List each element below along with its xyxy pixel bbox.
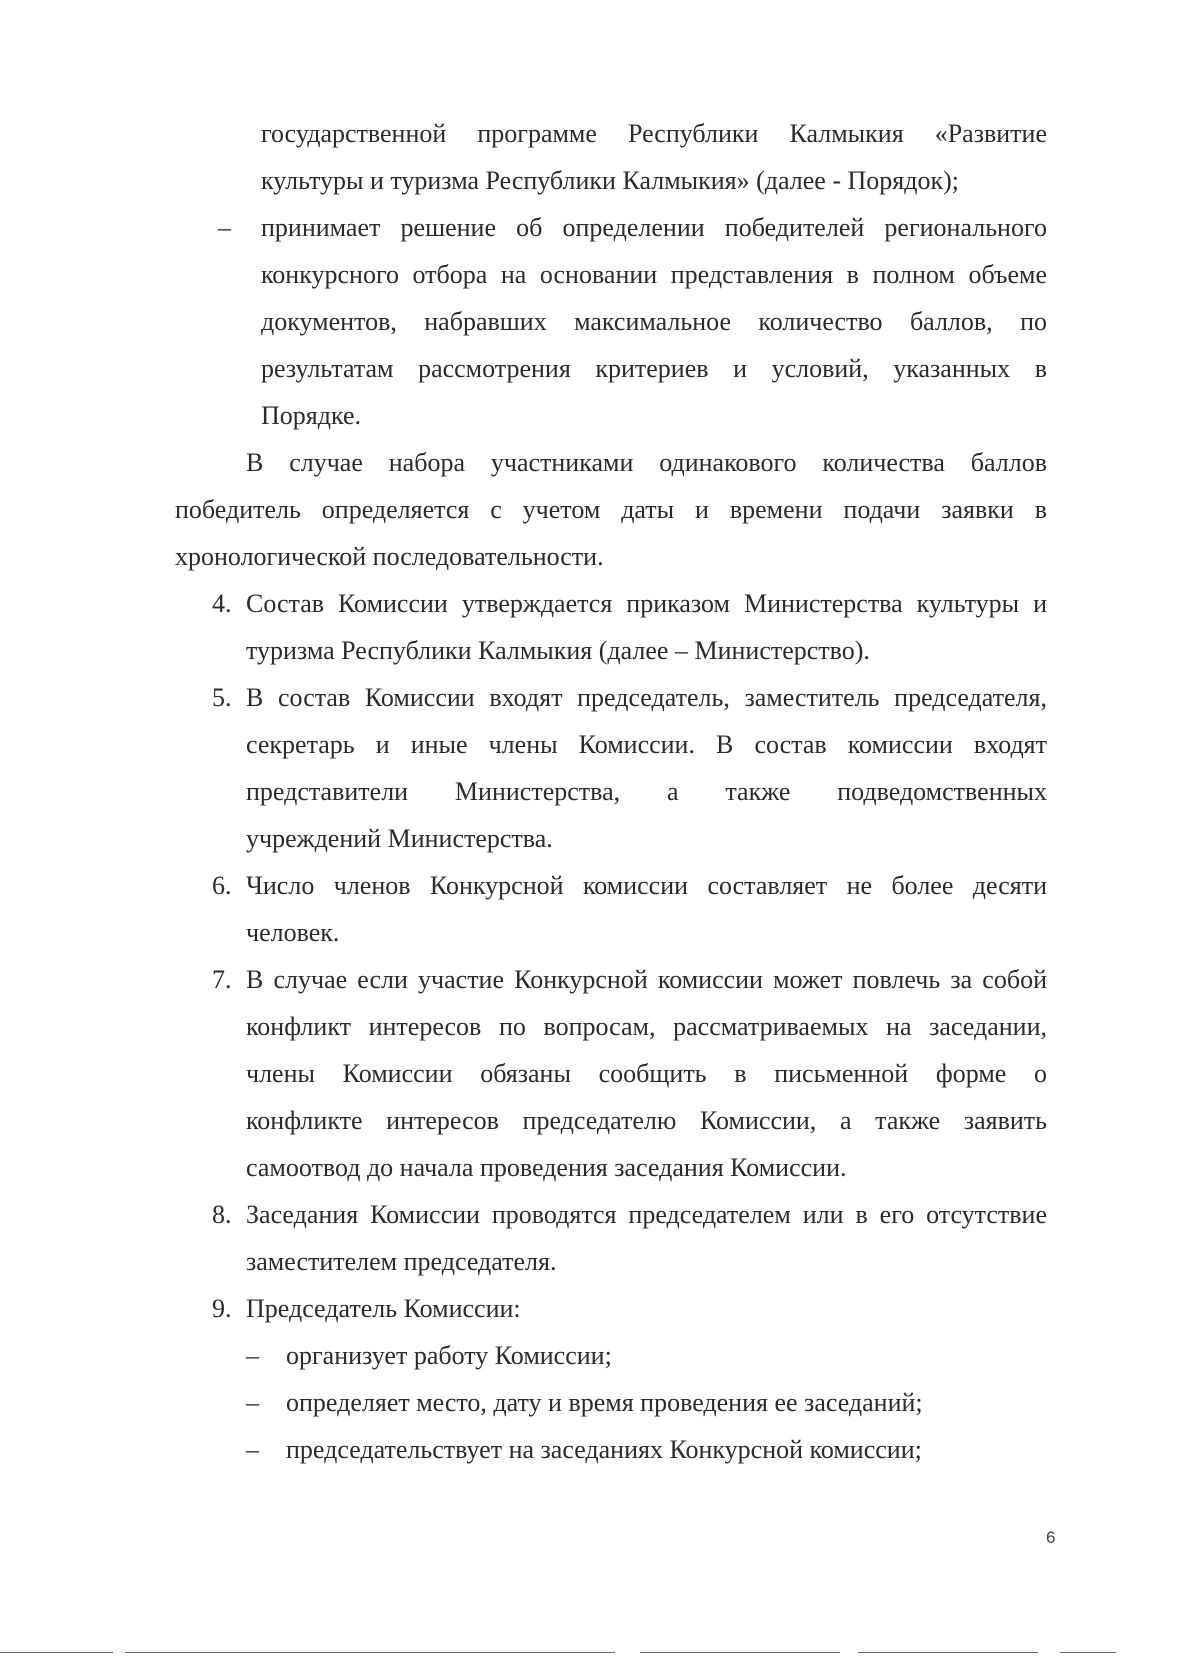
duty-item-1: организует работу Комиссии;: [286, 1341, 612, 1370]
scan-edge-rule: [640, 1652, 840, 1653]
item-5-line-3: представители Министерства, а также подведомственных: [246, 777, 1047, 806]
scan-edge-rule: [858, 1652, 1038, 1653]
intro-line-2: культуры и туризма Республики Калмыкия» (далее - Порядок);: [261, 166, 959, 195]
duty-item-2: определяет место, дату и время проведения ее заседаний;: [286, 1388, 923, 1417]
scan-edge-rule: [0, 1652, 113, 1653]
bullet-decision-line-5: Порядке.: [261, 401, 361, 430]
intro-line-1: государственной программе Республики Калмыкия «Развитие: [261, 119, 1047, 148]
bullet-dash: –: [218, 213, 231, 242]
item-4-line-2: туризма Республики Калмыкия (далее – Министерство).: [246, 636, 870, 665]
item-6-line-1: Число членов Конкурсной комиссии составляет не более десяти: [246, 871, 1047, 900]
bullet-decision-line-4: результатам рассмотрения критериев и условий, указанных в: [261, 354, 1047, 383]
scan-edge-rule: [1060, 1652, 1116, 1653]
item-7-line-3: члены Комиссии обязаны сообщить в письменной форме о: [246, 1059, 1047, 1088]
item-6-line-2: человек.: [246, 918, 340, 947]
duty-item-3: председательствует на заседаниях Конкурсной комиссии;: [286, 1435, 922, 1464]
item-5-line-2: секретарь и иные члены Комиссии. В состав комиссии входят: [246, 730, 1047, 759]
item-7-line-2: конфликт интересов по вопросам, рассматриваемых на заседании,: [246, 1012, 1047, 1041]
item-4-line-1: Состав Комиссии утверждается приказом Министерства культуры и: [246, 589, 1047, 618]
duty-dash: –: [246, 1341, 259, 1370]
item-7-line-1: В случае если участие Конкурсной комиссии может повлечь за собой: [246, 965, 1047, 994]
item-number: 9.: [212, 1294, 232, 1323]
item-number: 8.: [212, 1200, 232, 1229]
bullet-decision-line-3: документов, набравших максимальное количество баллов, по: [261, 307, 1047, 336]
item-number: 6.: [212, 871, 232, 900]
item-8-line-2: заместителем председателя.: [246, 1247, 557, 1276]
duty-dash: –: [246, 1435, 259, 1464]
bullet-decision-line-1: принимает решение об определении победителей регионального: [261, 213, 1047, 242]
item-9-line-1: Председатель Комиссии:: [246, 1294, 521, 1323]
item-number: 7.: [212, 965, 232, 994]
tie-paragraph-line-2: победитель определяется с учетом даты и времени подачи заявки в: [175, 495, 1047, 524]
item-7-line-4: конфликте интересов председателю Комиссии, а также заявить: [246, 1106, 1047, 1135]
item-number: 5.: [212, 683, 232, 712]
item-5-line-4: учреждений Министерства.: [246, 824, 553, 853]
item-8-line-1: Заседания Комиссии проводятся председателем или в его отсутствие: [246, 1200, 1047, 1229]
item-5-line-1: В состав Комиссии входят председатель, заместитель председателя,: [246, 683, 1047, 712]
tie-paragraph-line-3: хронологической последовательности.: [175, 542, 604, 571]
item-7-line-5: самоотвод до начала проведения заседания Комиссии.: [246, 1153, 847, 1182]
page-number: 6: [1046, 1528, 1056, 1547]
duty-dash: –: [246, 1388, 259, 1417]
tie-paragraph-line-1: В случае набора участниками одинакового количества баллов: [246, 448, 1047, 477]
scan-edge-rule: [125, 1652, 615, 1653]
item-number: 4.: [212, 589, 232, 618]
bullet-decision-line-2: конкурсного отбора на основании представления в полном объеме: [261, 260, 1047, 289]
